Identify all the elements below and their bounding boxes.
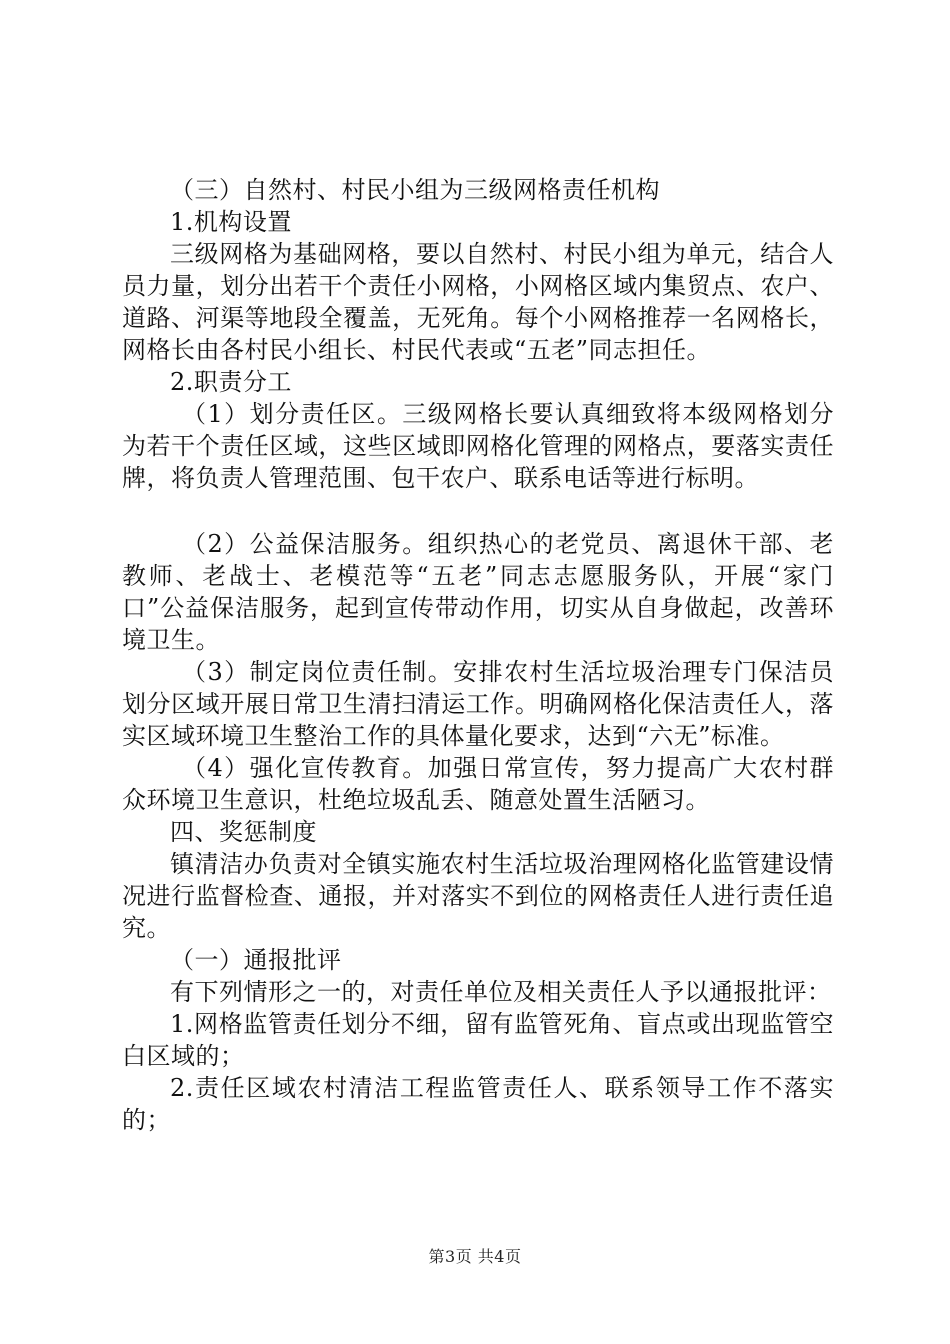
paragraph: （2）公益保洁服务。组织热心的老党员、离退休干部、老教师、老战士、老模范等“五老”同志志愿服务队，开展“家门口”公益保洁服务，起到宣传带动作用，切实从自身做起，改善环境卫生。 [122, 530, 834, 654]
section-heading: 四、奖惩制度 [170, 818, 317, 846]
page-footer: 第3页 共4页 [428, 1247, 522, 1266]
subheading: 1.机构设置 [170, 208, 292, 236]
list-item: 2.责任区域农村清洁工程监管责任人、联系领导工作不落实的； [122, 1074, 834, 1134]
paragraph: 三级网格为基础网格，要以自然村、村民小组为单元，结合人员力量，划分出若干个责任小网格，小网格区域内集贸点、农户、道路、河渠等地段全覆盖，无死角。每个小网格推荐一名网格长，网格长由各村民小组长、村民代表或“五老”同志担任。 [122, 240, 834, 364]
section-heading: （三）自然村、村民小组为三级网格责任机构 [170, 176, 660, 204]
paragraph: 镇清洁办负责对全镇实施农村生活垃圾治理网格化监管建设情况进行监督检查、通报，并对落实不到位的网格责任人进行责任追究。 [122, 850, 834, 942]
subheading: （一）通报批评 [170, 946, 342, 974]
paragraph: （3）制定岗位责任制。安排农村生活垃圾治理专门保洁员划分区域开展日常卫生清扫清运工作。明确网格化保洁责任人，落实区域环境卫生整治工作的具体量化要求，达到“六无”标准。 [122, 658, 834, 750]
subheading: 2.职责分工 [170, 368, 292, 396]
document-body [122, 174, 834, 1136]
paragraph: （1）划分责任区。三级网格长要认真细致将本级网格划分为若干个责任区域，这些区域即网格化管理的网格点，要落实责任牌，将负责人管理范围、包干农户、联系电话等进行标明。 [122, 400, 834, 492]
paragraph: （4）强化宣传教育。加强日常宣传，努力提高广大农村群众环境卫生意识，杜绝垃圾乱丢、随意处置生活陋习。 [122, 754, 834, 814]
paragraph-gap [122, 494, 834, 528]
list-item: 1.网格监管责任划分不细，留有监管死角、盲点或出现监管空白区域的； [122, 1010, 834, 1070]
paragraph: 有下列情形之一的，对责任单位及相关责任人予以通报批评： [170, 978, 832, 1006]
